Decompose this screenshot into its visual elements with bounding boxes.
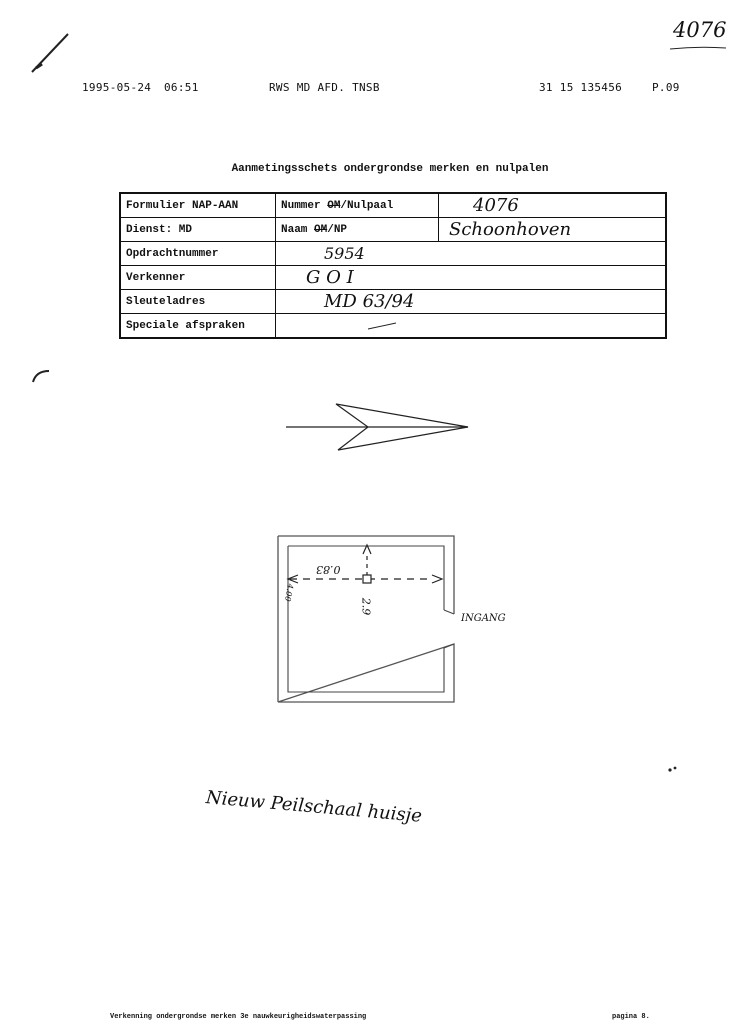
form-value-verkenner: G O I: [276, 266, 667, 290]
page-number-underline: [668, 44, 728, 52]
footer-right: pagina 8.: [612, 1013, 650, 1021]
form-row-opdrachtnummer: [120, 242, 666, 266]
form-label-verkenner: Verkenner: [120, 266, 276, 290]
form-value-opdrachtnummer: 5954: [276, 242, 667, 266]
form-value-nummer: 4076: [439, 193, 667, 218]
form-field-label-nummer: Nummer OM/Nulpaal: [276, 193, 439, 218]
form-row-sleuteladres: [120, 290, 666, 314]
stray-pen-mark: [28, 28, 78, 76]
form-value-naam: Schoonhoven: [439, 218, 667, 242]
handwritten-page-number: 4076: [673, 18, 727, 42]
form-label-sleuteladres: Sleuteladres: [120, 290, 276, 314]
stray-arc-mark: [30, 366, 54, 386]
stray-dots: [666, 764, 680, 774]
footer-left: Verkenning ondergrondse merken 3e nauwkeurigheidswaterpassing: [110, 1013, 367, 1021]
direction-arrow: [282, 398, 476, 454]
form-row-verkenner: [120, 266, 666, 290]
sketch-measure-side: 4.00: [282, 582, 295, 603]
fax-phone: 31 15 135456: [539, 81, 623, 94]
sketch-measure-horizontal: 0.83: [316, 563, 341, 576]
form-label-speciale-afspraken: Speciale afspraken: [120, 314, 276, 339]
form-table: [119, 192, 667, 339]
form-label-opdrachtnummer: Opdrachtnummer: [120, 242, 276, 266]
fax-date: 1995-05-24: [82, 81, 152, 94]
form-value-speciale-afspraken: [276, 314, 667, 339]
form-row-speciale-afspraken: [120, 314, 666, 339]
fax-page: P.09: [652, 81, 680, 94]
form-label-dienst: Dienst: MD: [120, 218, 276, 242]
form-label-formulier: Formulier NAP-AAN: [120, 193, 276, 218]
form-value-sleuteladres: MD 63/94: [276, 290, 667, 314]
sketch-measure-vertical: 2.9: [359, 597, 373, 616]
document-title: Aanmetingsschets ondergrondse merken en nulpalen: [231, 163, 549, 175]
entrance-label: INGANG: [461, 613, 506, 624]
fax-sender: RWS MD AFD. TNSB: [269, 81, 380, 94]
fax-time: 06:51: [164, 81, 199, 94]
dash-mark: [364, 320, 404, 332]
building-sketch: [272, 532, 462, 708]
handwritten-note: Nieuw Peilschaal huisje: [205, 787, 423, 827]
form-row-dienst: [120, 218, 666, 242]
form-row-formulier: [120, 193, 666, 218]
form-field-label-naam: Naam OM/NP: [276, 218, 439, 242]
